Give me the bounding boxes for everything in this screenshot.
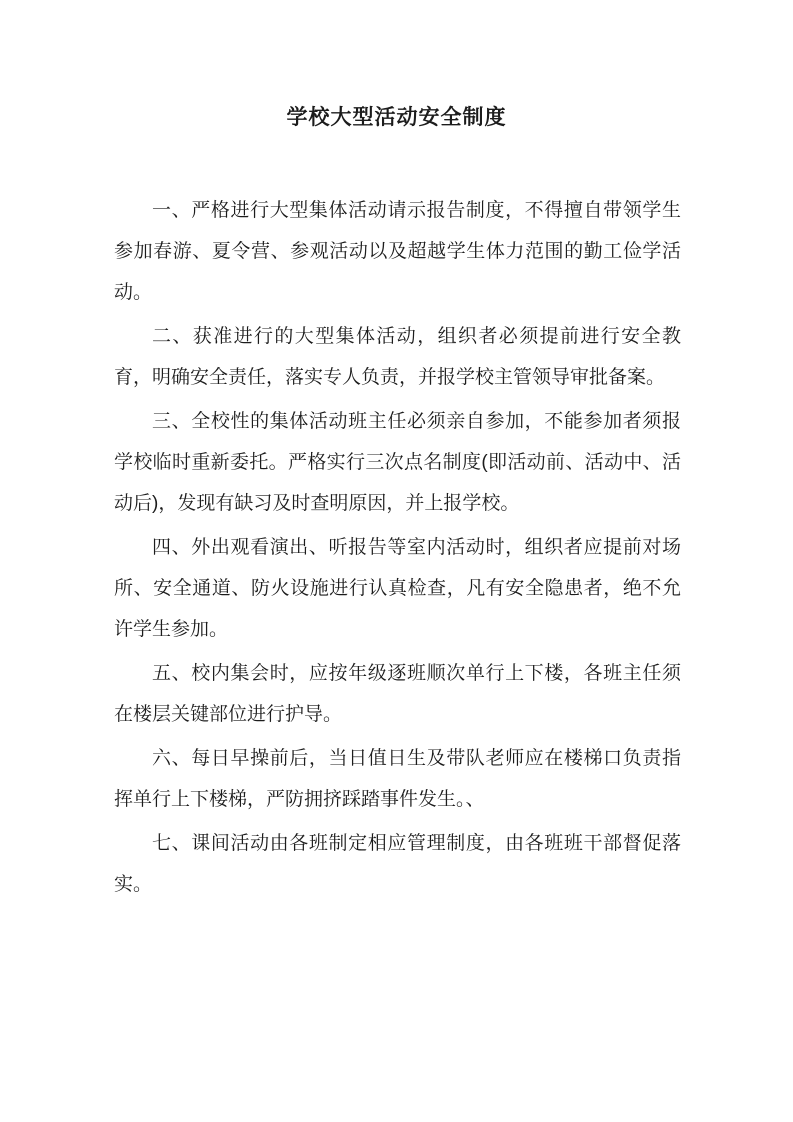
policy-paragraph-5: 五、校内集会时，应按年级逐班顺次单行上下楼，各班主任须在楼层关键部位进行护导。: [114, 663, 681, 725]
policy-paragraph-3: 三、全校性的集体活动班主任必须亲自参加，不能参加者须报学校临时重新委托。严格实行三次点名制度(即活动前、活动中、活动后)，发现有缺习及时查明原因，并上报学校。: [114, 411, 681, 514]
policy-paragraph-7: 七、课间活动由各班制定相应管理制度，由各班班干部督促落实。: [114, 833, 681, 895]
page-title: 学校大型活动安全制度: [286, 106, 507, 129]
policy-paragraph-4: 四、外出观看演出、听报告等室内活动时，组织者应提前对场所、安全通道、防火设施进行认真检查，凡有安全隐患者，绝不允许学生参加。: [114, 537, 681, 640]
policy-paragraph-6: 六、每日早操前后，当日值日生及带队老师应在楼梯口负责指挥单行上下楼梯，严防拥挤踩踏事件发生。、: [114, 748, 681, 810]
document-body: [114, 190, 681, 905]
policy-paragraph-1: 一、严格进行大型集体活动请示报告制度，不得擅自带领学生参加春游、夏令营、参观活动以及超越学生体力范围的勤工俭学活动。: [114, 200, 681, 303]
policy-paragraph-2: 二、获准进行的大型集体活动，组织者必须提前进行安全教育，明确安全责任，落实专人负责，并报学校主管领导审批备案。: [114, 326, 681, 388]
